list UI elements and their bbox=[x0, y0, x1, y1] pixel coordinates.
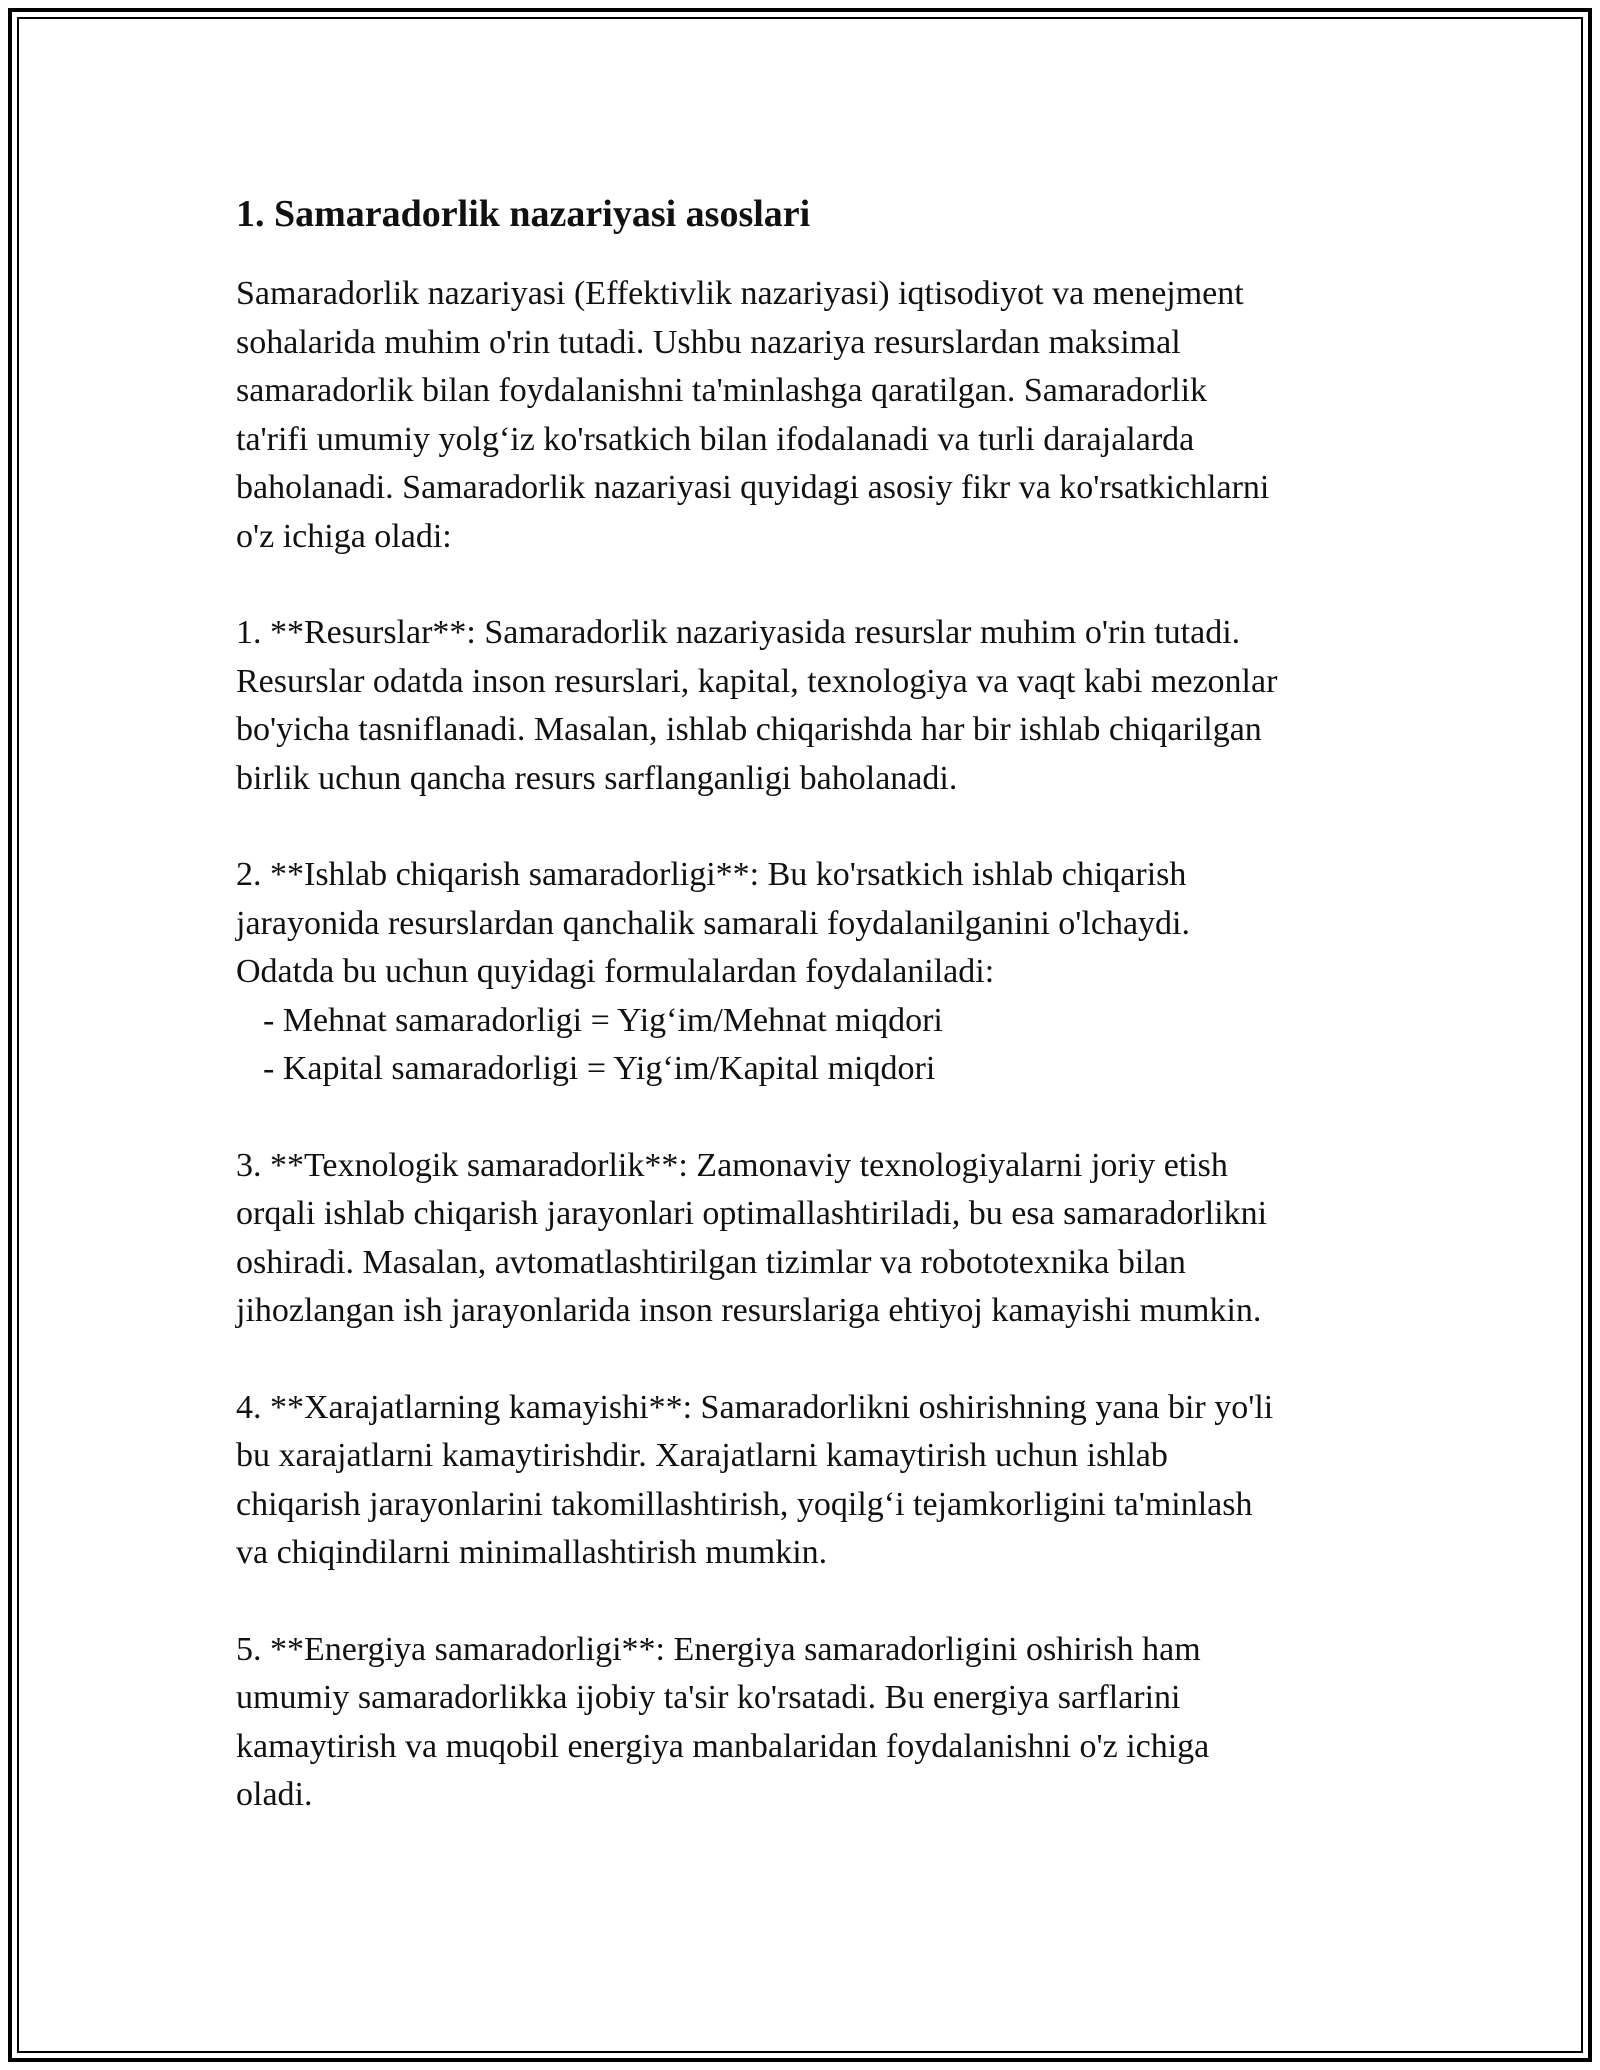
list-item-resources bbox=[236, 609, 1366, 803]
text-line: kamaytirish va muqobil energiya manbalaridan foydalanishni o'z ichiga bbox=[236, 1727, 1210, 1765]
text-line: chiqarish jarayonlarini takomillashtirish, yoqilg‘i tejamkorligini ta'minlash bbox=[236, 1485, 1253, 1523]
text-line: 1. **Resurslar**: Samaradorlik nazariyasida resurslar muhim o'rin tutadi. bbox=[236, 614, 1241, 651]
list-item-cost-reduction bbox=[236, 1384, 1366, 1578]
text-line: 5. **Energiya samaradorligi**: Energiya samaradorligini oshirish ham bbox=[236, 1630, 1201, 1668]
list-item-production-efficiency bbox=[236, 851, 1366, 1094]
formula-line: - Mehnat samaradorligi = Yig‘im/Mehnat miqdori bbox=[263, 1001, 943, 1039]
text-line: jihozlangan ish jarayonlarida inson resurslariga ehtiyoj kamayishi mumkin. bbox=[236, 1292, 1262, 1329]
section-heading: 1. Samaradorlik nazariyasi asoslari bbox=[236, 193, 811, 235]
formula-line: - Kapital samaradorligi = Yig‘im/Kapital miqdori bbox=[263, 1050, 936, 1087]
text-line: Samaradorlik nazariyasi (Effektivlik nazariyasi) iqtisodiyot va menejment bbox=[236, 275, 1244, 312]
text-line: Odatda bu uchun quyidagi formulalardan foydalaniladi: bbox=[236, 953, 995, 990]
text-line: baholanadi. Samaradorlik nazariyasi quyidagi asosiy fikr va ko'rsatkichlarni bbox=[236, 469, 1270, 506]
text-line: ta'rifi umumiy yolg‘iz ko'rsatkich bilan ifodalanadi va turli darajalarda bbox=[236, 420, 1195, 458]
text-line: jarayonida resurslardan qanchalik samarali foydalanilganini o'lchaydi. bbox=[236, 904, 1190, 942]
list-item-energy-efficiency bbox=[236, 1626, 1366, 1820]
text-line: va chiqindilarni minimallashtirish mumkin. bbox=[236, 1534, 828, 1571]
text-line: bo'yicha tasniflanadi. Masalan, ishlab chiqarishda har bir ishlab chiqarilgan bbox=[236, 711, 1262, 748]
text-line: 2. **Ishlab chiqarish samaradorligi**: Bu ko'rsatkich ishlab chiqarish bbox=[236, 856, 1187, 893]
intro-paragraph bbox=[236, 270, 1366, 561]
text-line: Resurslar odatda inson resurslari, kapital, texnologiya va vaqt kabi mezonlar bbox=[236, 662, 1278, 700]
list-item-technological-efficiency bbox=[236, 1142, 1366, 1336]
text-line: 3. **Texnologik samaradorlik**: Zamonaviy texnologiyalarni joriy etish bbox=[236, 1146, 1228, 1184]
text-line: samaradorlik bilan foydalanishni ta'minlashga qaratilgan. Samaradorlik bbox=[236, 372, 1208, 409]
text-line: orqali ishlab chiqarish jarayonlari optimallashtiriladi, bu esa samaradorlikni bbox=[236, 1195, 1268, 1232]
text-line: 4. **Xarajatlarning kamayishi**: Samaradorlikni oshirishning yana bir yo'li bbox=[236, 1388, 1274, 1426]
text-line: o'z ichiga oladi: bbox=[236, 517, 452, 555]
document-body bbox=[236, 186, 1366, 1868]
text-line: sohalarida muhim o'rin tutadi. Ushbu nazariya resurslardan maksimal bbox=[236, 323, 1181, 361]
text-line: oladi. bbox=[236, 1776, 313, 1813]
text-line: oshiradi. Masalan, avtomatlashtirilgan tizimlar va robototexnika bilan bbox=[236, 1243, 1186, 1281]
text-line: umumiy samaradorlikka ijobiy ta'sir ko'rsatadi. Bu energiya sarflarini bbox=[236, 1679, 1181, 1716]
text-line: bu xarajatlarni kamaytirishdir. Xarajatlarni kamaytirish uchun ishlab bbox=[236, 1437, 1168, 1474]
text-line: birlik uchun qancha resurs sarflanganligi baholanadi. bbox=[236, 759, 958, 797]
